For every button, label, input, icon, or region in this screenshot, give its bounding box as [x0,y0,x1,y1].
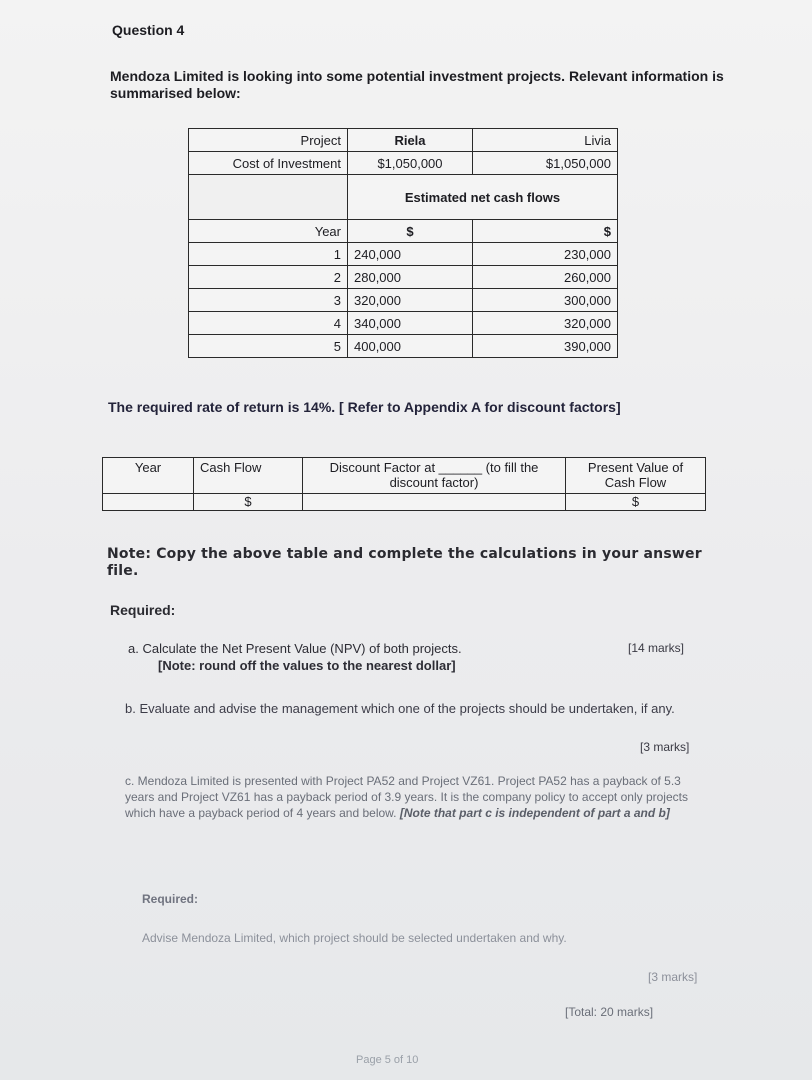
cash-flow-b: 390,000 [473,335,618,358]
year-cell: 3 [189,289,348,312]
cash-flow-b: 300,000 [473,289,618,312]
copy-table-note: Note: Copy the above table and complete the calculations in your answer file. [107,546,702,579]
col-cash-flow: Cash Flow [194,458,303,494]
required-heading: Required: [110,602,176,618]
page-number: Page 5 of 10 [356,1054,419,1066]
col-year: Year [103,458,194,494]
year-cell: 1 [189,243,348,266]
empty-cell [189,175,348,220]
year-cell: 5 [189,335,348,358]
col-discount-factor: Discount Factor at ______ (to fill the discount factor) [303,458,566,494]
part-b-text: b. Evaluate and advise the management which one of the projects should be undertaken, if any. [125,701,675,716]
cash-flow-a: 240,000 [348,243,473,266]
part-a-marks: [14 marks] [628,641,685,655]
table-row [189,312,618,335]
part-c-text: c. Mendoza Limited is presented with Project PA52 and Project VZ61. Project PA52 has a payback of 5.3 years and Project VZ61 has a payback period of 3.9 years. It is the company policy to accept only projects which have a payback period of 4 years and below. [125,774,688,820]
year-cell: 2 [189,266,348,289]
part-a-note: [Note: round off the values to the nearest dollar] [158,658,456,673]
project-a-name: Riela [348,129,473,152]
table-row [189,289,618,312]
part-c-marks: [3 marks] [648,970,698,984]
cash-flow-a: 280,000 [348,266,473,289]
question-title: Question 4 [112,22,185,38]
part-b-marks: [3 marks] [640,740,690,754]
cash-flow-a: 400,000 [348,335,473,358]
cash-flow-a: 320,000 [348,289,473,312]
part-a-text: a. Calculate the Net Present Value (NPV) of both projects. [128,641,462,656]
cost-label: Cost of Investment [189,152,348,175]
unit-cash-flow: $ [194,494,303,511]
col-present-value: Present Value of Cash Flow [566,458,706,494]
empty-cell [103,494,194,511]
year-cell: 4 [189,312,348,335]
cash-flow-b: 320,000 [473,312,618,335]
cash-flows-heading: Estimated net cash flows [348,175,618,220]
table-row [189,335,618,358]
table-row [189,243,618,266]
required-heading-2: Required: [142,892,199,906]
calculation-template-table [102,457,706,511]
year-label: Year [189,220,348,243]
table-row [189,266,618,289]
intro-paragraph: Mendoza Limited is looking into some potential investment projects. Relevant information is summarised below: [110,68,724,101]
cash-flow-b: 230,000 [473,243,618,266]
cash-flow-b: 260,000 [473,266,618,289]
part-c [125,773,710,821]
part-a [128,640,708,674]
unit-present-value: $ [566,494,706,511]
projects-table [188,128,618,358]
cost-a: $1,050,000 [348,152,473,175]
cost-b: $1,050,000 [473,152,618,175]
cash-flow-a: 340,000 [348,312,473,335]
total-marks: [Total: 20 marks] [565,1005,654,1019]
rate-of-return-text: The required rate of return is 14%. [ Refer to Appendix A for discount factors] [108,399,621,415]
currency-b: $ [473,220,618,243]
project-b-name: Livia [473,129,618,152]
empty-cell [303,494,566,511]
part-c-note: [Note that part c is independent of part a and b] [399,806,670,820]
project-label: Project [189,129,348,152]
advise-text: Advise Mendoza Limited, which project should be selected undertaken and why. [142,931,567,945]
currency-a: $ [348,220,473,243]
